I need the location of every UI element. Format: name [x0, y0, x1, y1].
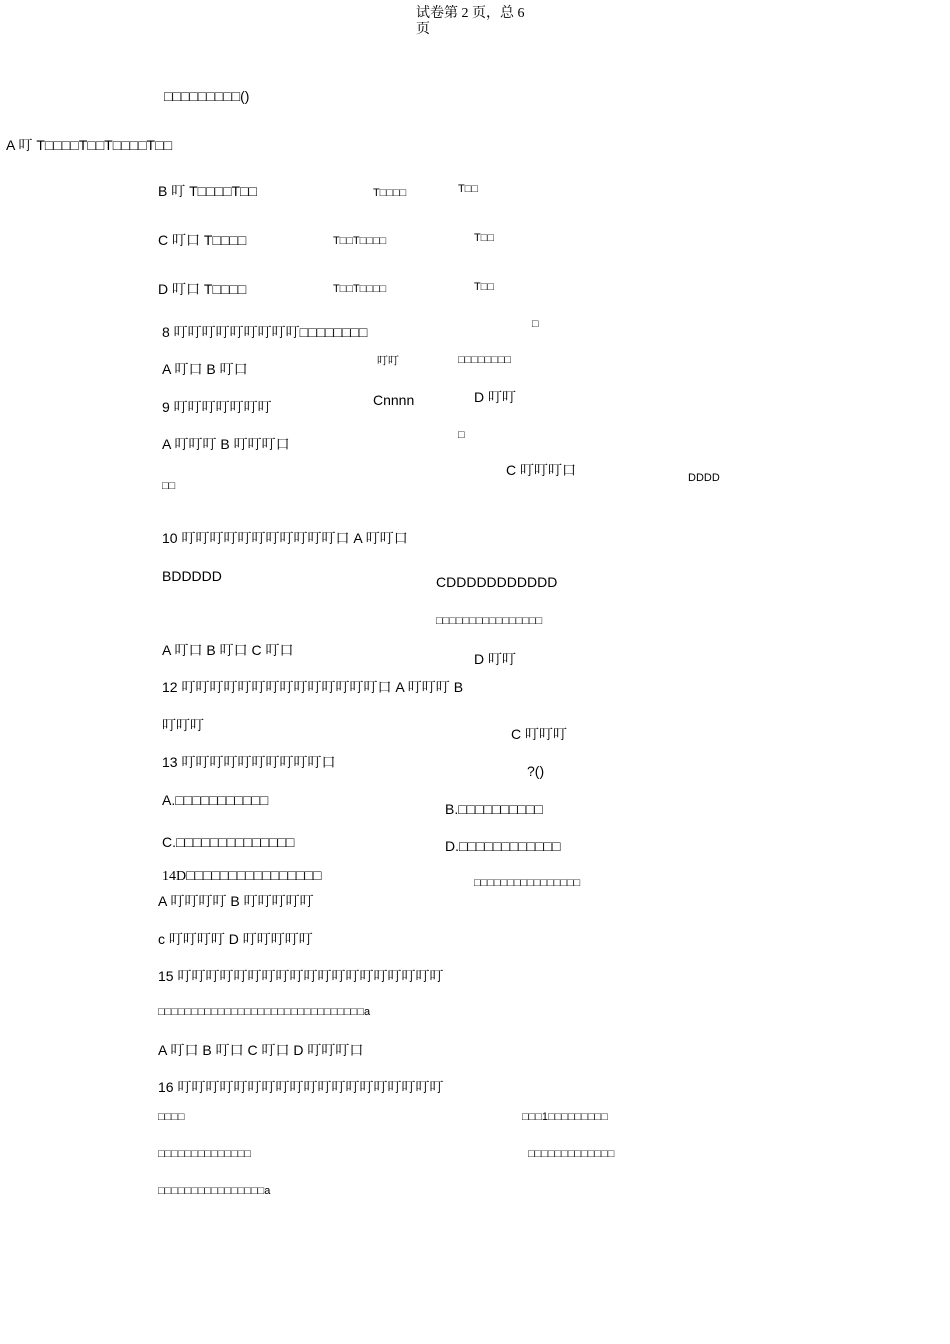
question-16: 16 叮叮叮叮叮叮叮叮叮叮叮叮叮叮叮叮叮叮叮 — [158, 1079, 444, 1095]
text-fragment: □□□□□□□□□□□□□□□□ — [474, 877, 581, 889]
option-d-fragment: T□□ — [474, 281, 495, 293]
option-b: B.□□□□□□□□□□ — [445, 801, 543, 817]
question-stem: □□□□□□□□□() — [164, 88, 250, 104]
option-c-fragment: T□□T□□□□ — [333, 235, 387, 247]
text-fragment: C 叮叮叮口 — [506, 462, 576, 478]
text-fragment-cut: DDDD — [688, 473, 720, 483]
text-fragment: □□ — [162, 480, 176, 492]
page-header — [416, 6, 525, 38]
question-14-options-ab: A 叮叮叮叮 B 叮叮叮叮叮 — [158, 893, 314, 909]
text-fragment: ?() — [527, 763, 545, 779]
option-b-fragment: T□□ — [458, 183, 479, 195]
question-15: 15 叮叮叮叮叮叮叮叮叮叮叮叮叮叮叮叮叮叮叮 — [158, 968, 444, 984]
text-fragment: D 叮叮 — [474, 389, 516, 405]
text-fragment: □□□□□□□□□□□□□□□□□□□□□□□□□□□□□□□a — [158, 1006, 371, 1018]
text-fragment: 叮叮 — [377, 355, 399, 367]
question-10: 10 叮叮叮叮叮叮叮叮叮叮叮口 A 叮叮口 — [162, 530, 408, 546]
text-fragment: □□□□□□□□□□□□□□□□ — [436, 615, 543, 627]
option-line-d: D 叮口 T□□□□ — [158, 281, 247, 297]
text-fragment: BDDDDD — [162, 568, 222, 584]
option-c-fragment: T□□ — [474, 232, 495, 244]
text-fragment: □□□□□□□□□□□□□ — [528, 1148, 615, 1160]
text-fragment: CDDDDDDDDDDD — [436, 574, 558, 590]
question-8: 8 叮叮叮叮叮叮叮叮叮□□□□□□□□ — [162, 324, 368, 340]
text-fragment: 叮叮叮 — [162, 717, 204, 733]
option-d: D.□□□□□□□□□□□□ — [445, 838, 561, 854]
question-12: 12 叮叮叮叮叮叮叮叮叮叮叮叮叮叮口 A 叮叮叮 B — [162, 679, 464, 695]
text-fragment: Cnnnn — [373, 392, 415, 408]
question-9-options: A 叮叮叮 B 叮叮叮口 — [162, 436, 290, 452]
text-fragment: □□□□□□□□□□□□□□ — [158, 1148, 252, 1160]
text-fragment: □ — [532, 318, 539, 330]
option-c: C.□□□□□□□□□□□□□□ — [162, 834, 295, 850]
question-options: A 叮口 B 叮口 C 叮口 — [162, 642, 294, 658]
text-fragment: C 叮叮叮 — [511, 726, 567, 742]
text-fragment: D 叮叮 — [474, 651, 516, 667]
question-14-options-cd: c 叮叮叮叮 D 叮叮叮叮叮 — [158, 931, 313, 947]
option-line-c: C 叮口 T□□□□ — [158, 232, 247, 248]
option-b-fragment: T□□□□ — [373, 187, 407, 199]
option-a: A.□□□□□□□□□□□ — [162, 792, 269, 808]
text-fragment: □□□□□□□□ — [458, 354, 512, 366]
page-header-line2: 页 — [416, 22, 430, 38]
text-fragment: □□□1□□□□□□□□□ — [522, 1111, 608, 1123]
option-line-b: B 叮 T□□□□T□□ — [158, 183, 257, 199]
text-fragment: □ — [458, 429, 465, 441]
text-fragment: □□□□□□□□□□□□□□□□a — [158, 1185, 271, 1197]
question-14: 14D□□□□□□□□□□□□□□□□ — [162, 869, 322, 884]
option-line-a: A 叮 T□□□□T□□T□□□□T□□ — [6, 137, 173, 153]
question-15-options: A 叮口 B 叮口 C 叮口 D 叮叮叮口 — [158, 1042, 364, 1058]
text-fragment: □□□□ — [158, 1111, 185, 1123]
question-9: 9 叮叮叮叮叮叮叮 — [162, 399, 272, 415]
question-13: 13 叮叮叮叮叮叮叮叮叮叮口 — [162, 754, 336, 770]
option-d-fragment: T□□T□□□□ — [333, 283, 387, 295]
page-header-line1: 试卷第 2 页，总 6 — [416, 6, 525, 21]
question-8-options: A 叮口 B 叮口 — [162, 361, 248, 377]
